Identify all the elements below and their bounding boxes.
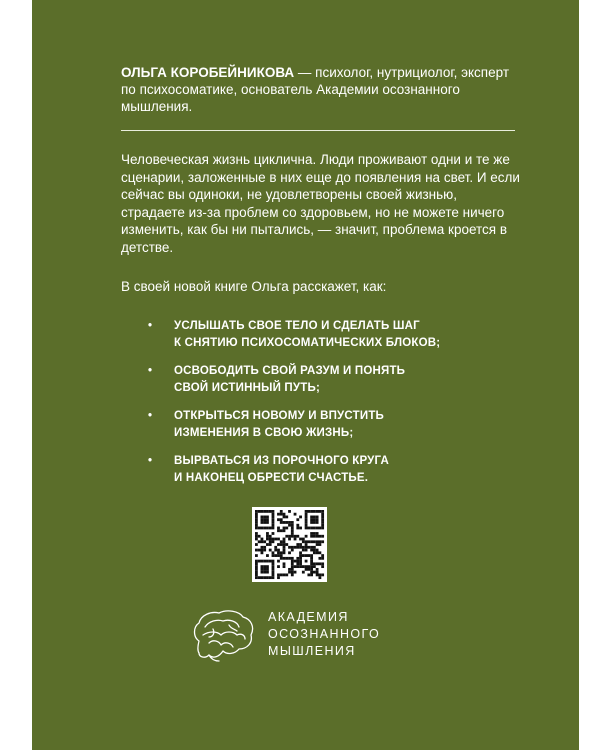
lead-paragraph: В своей новой книге Ольга расскажет, как: xyxy=(121,279,387,294)
author-name: ОЛЬГА КОРОБЕЙНИКОВА xyxy=(121,65,295,80)
list-item xyxy=(148,408,488,442)
divider xyxy=(121,130,515,131)
benefits-list xyxy=(148,318,488,498)
logo-line: МЫШЛЕНИЯ xyxy=(268,644,356,658)
list-item-line: И НАКОНЕЦ ОБРЕСТИ СЧАСТЬЕ. xyxy=(174,472,369,484)
list-item-line: ВЫРВАТЬСЯ ИЗ ПОРОЧНОГО КРУГА xyxy=(174,455,390,467)
list-item-line: УСЛЫШАТЬ СВОЕ ТЕЛО И СДЕЛАТЬ ШАГ xyxy=(174,320,420,332)
list-item xyxy=(148,453,488,487)
logo-line: АКАДЕМИЯ xyxy=(268,610,349,624)
list-item xyxy=(148,363,488,397)
book-back-cover xyxy=(32,0,579,750)
brain-outline-icon xyxy=(189,607,259,663)
logo-line: ОСОЗНАННОГО xyxy=(268,627,381,641)
academy-logo-text xyxy=(268,609,380,660)
author-description: — психолог, нутрициолог, эксперт по психосоматике, основатель Академии осознанного мышления. xyxy=(121,65,510,114)
list-item xyxy=(148,318,488,352)
qr-code-icon[interactable] xyxy=(252,507,327,582)
author-bio xyxy=(121,64,521,115)
list-item-line: ОТКРЫТЬСЯ НОВОМУ И ВПУСТИТЬ xyxy=(174,410,385,422)
list-item-line: ИЗМЕНЕНИЯ В СВОЮ ЖИЗНЬ; xyxy=(174,427,354,439)
list-item-line: К СНЯТИЮ ПСИХОСОМАТИЧЕСКИХ БЛОКОВ; xyxy=(174,337,441,349)
list-item-line: ОСВОБОДИТЬ СВОЙ РАЗУМ И ПОНЯТЬ xyxy=(174,365,406,377)
intro-paragraph: Человеческая жизнь циклична. Люди проживают одни и те же сценарии, заложенные в них еще до появления на свет. И если сейчас вы одиноки, не удовлетворены своей жизнью, страдаете из-за проблем со здоровьем, но не можете ничего изменить, как бы ни пытались, — значит, проблема кроется в детстве. xyxy=(121,152,520,255)
academy-logo xyxy=(189,607,429,667)
list-item-line: СВОЙ ИСТИННЫЙ ПУТЬ; xyxy=(174,382,320,394)
